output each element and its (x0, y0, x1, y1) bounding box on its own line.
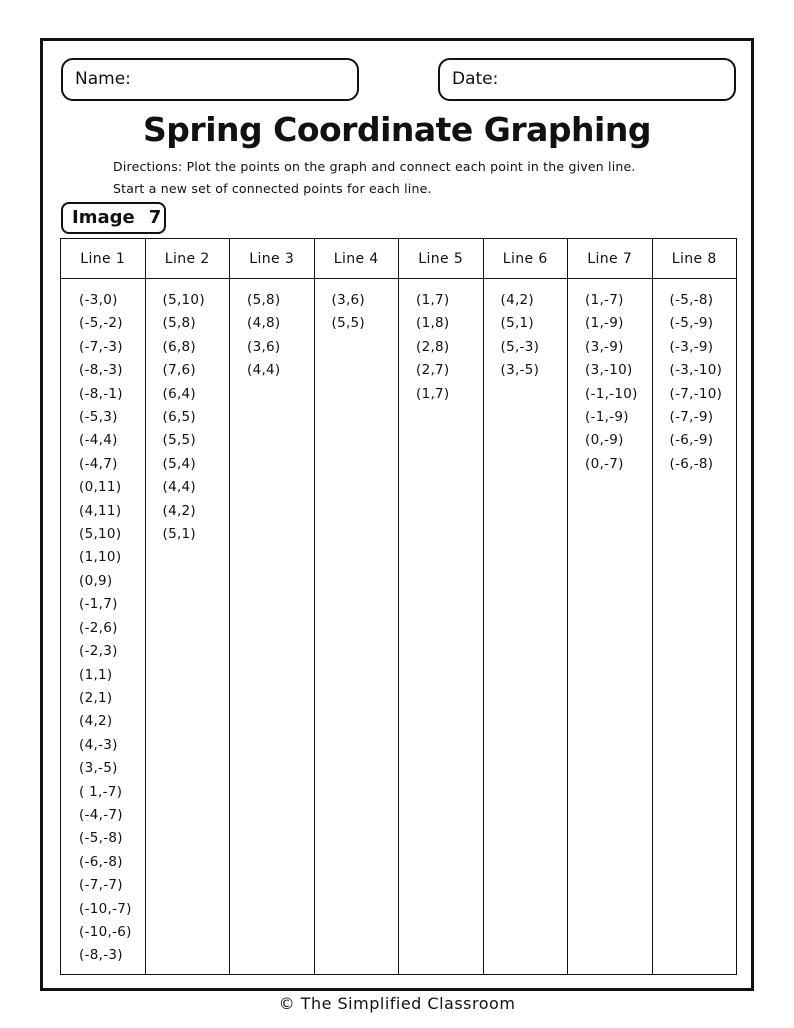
coordinate-point: (1,8) (416, 315, 450, 332)
points-cell (145, 279, 230, 975)
points-cell (399, 279, 484, 975)
coordinate-point: (-4,4) (79, 432, 118, 449)
coordinate-point: (-1,-9) (585, 409, 629, 426)
coordinate-point: (-7,-10) (669, 385, 723, 402)
coordinate-point: (-1,7) (79, 596, 118, 613)
column-header: Line 6 (483, 239, 568, 279)
coordinate-point: (5,-3) (500, 338, 540, 355)
coordinate-point: (3,6) (331, 292, 366, 308)
coordinate-point: (-4,7) (79, 455, 118, 472)
table-header-row (61, 239, 737, 279)
coordinate-point: (5,10) (79, 526, 122, 543)
coordinate-point: (4,4) (162, 479, 197, 496)
coordinate-point: (-7,-7) (79, 877, 123, 894)
points-cell (61, 279, 146, 975)
coordinate-point: (3,-5) (79, 760, 118, 777)
name-label: Name: (75, 69, 131, 89)
coordinate-point: (2,1) (79, 689, 113, 706)
directions-line: Directions: Plot the points on the graph and connect each point in the given line. (113, 159, 636, 174)
coordinate-point: (-4,-7) (79, 806, 123, 823)
coordinate-point: (3,-5) (500, 362, 540, 379)
coordinate-point: (5,4) (162, 455, 197, 472)
points-cell (652, 279, 737, 975)
coordinate-point: (-7,-9) (669, 409, 714, 426)
coordinate-point: (5,5) (162, 432, 197, 449)
column-header: Line 2 (145, 239, 230, 279)
coordinate-point: (5,8) (162, 315, 197, 332)
coordinate-point: (3,-10) (585, 362, 633, 379)
coordinate-point: (7,6) (162, 362, 197, 379)
points-cell (230, 279, 315, 975)
coordinate-point: (0,-7) (585, 455, 624, 472)
coordinate-point: (1,7) (416, 292, 450, 308)
coordinate-point: (-2,3) (79, 643, 118, 660)
date-label: Date: (452, 69, 499, 89)
points-cell (314, 279, 399, 975)
coordinate-point: (-6,-8) (79, 853, 123, 870)
coordinate-point: (-5,-8) (79, 830, 123, 847)
coordinate-point: (3,6) (247, 338, 281, 355)
coordinate-point: (5,1) (162, 526, 197, 543)
coordinate-point: (1,10) (79, 549, 122, 566)
coordinate-point: (4,4) (247, 362, 281, 379)
coordinate-point: (-5,-9) (669, 315, 714, 332)
coordinate-point: ( 1,-7) (79, 783, 123, 800)
coordinate-point: (0,11) (79, 479, 122, 496)
image-label: Image (72, 207, 135, 228)
directions (113, 156, 636, 200)
coordinate-point: (4,2) (162, 502, 197, 519)
column-header: Line 3 (230, 239, 315, 279)
coordinate-point: (1,-9) (585, 315, 624, 332)
coordinate-point: (-8,-3) (79, 362, 123, 379)
coordinate-point: (-1,-10) (585, 385, 638, 402)
coordinate-point: (-8,-3) (79, 947, 123, 964)
copyright-footer: © The Simplified Classroom (278, 994, 516, 1013)
coordinates-table (60, 238, 737, 975)
points-cell (568, 279, 653, 975)
table-row (61, 279, 737, 975)
date-field[interactable] (438, 58, 736, 101)
column-header: Line 7 (568, 239, 653, 279)
image-number: 7 (148, 207, 162, 228)
coordinate-point: (1,1) (79, 666, 113, 683)
coordinate-point: (-5,-2) (79, 315, 123, 332)
coordinate-point: (6,4) (162, 385, 197, 402)
coordinate-point: (-10,-7) (79, 900, 132, 917)
coordinate-point: (4,11) (79, 502, 122, 519)
coordinate-point: (4,8) (247, 315, 281, 332)
coordinate-point: (4,2) (500, 292, 535, 308)
coordinate-point: (6,5) (162, 409, 197, 426)
column-header: Line 8 (652, 239, 737, 279)
coordinate-point: (4,2) (79, 713, 113, 730)
coordinate-point: (-6,-8) (669, 455, 714, 472)
coordinate-point: (0,9) (79, 572, 113, 589)
points-cell (483, 279, 568, 975)
coordinate-point: (5,8) (247, 292, 281, 308)
coordinate-point: (6,8) (162, 338, 197, 355)
coordinate-point: (5,1) (500, 315, 535, 332)
coordinate-point: (-3,-10) (669, 362, 723, 379)
coordinate-point: (5,5) (331, 315, 366, 332)
worksheet-frame (40, 38, 754, 991)
coordinate-point: (3,-9) (585, 338, 624, 355)
coordinate-point: (2,8) (416, 338, 450, 355)
coordinate-point: (4,-3) (79, 736, 118, 753)
coordinate-point: (5,10) (162, 292, 205, 308)
column-header: Line 4 (314, 239, 399, 279)
directions-line: Start a new set of connected points for each line. (113, 181, 432, 196)
coordinate-point: (-6,-9) (669, 432, 714, 449)
coordinate-point: (-3,0) (79, 292, 118, 308)
coordinate-point: (-3,-9) (669, 338, 714, 355)
coordinate-point: (-10,-6) (79, 923, 132, 940)
coordinate-point: (0,-9) (585, 432, 624, 449)
coordinate-point: (-8,-1) (79, 385, 123, 402)
coordinate-point: (1,7) (416, 385, 450, 402)
image-label-box (61, 202, 166, 234)
coordinate-point: (-7,-3) (79, 338, 123, 355)
coordinate-point: (-2,6) (79, 619, 118, 636)
page-title: Spring Coordinate Graphing (143, 110, 651, 149)
column-header: Line 1 (61, 239, 146, 279)
name-field[interactable] (61, 58, 359, 101)
coordinate-point: (-5,3) (79, 409, 118, 426)
coordinate-point: (1,-7) (585, 292, 624, 308)
coordinate-point: (2,7) (416, 362, 450, 379)
coordinate-point: (-5,-8) (669, 292, 714, 308)
column-header: Line 5 (399, 239, 484, 279)
